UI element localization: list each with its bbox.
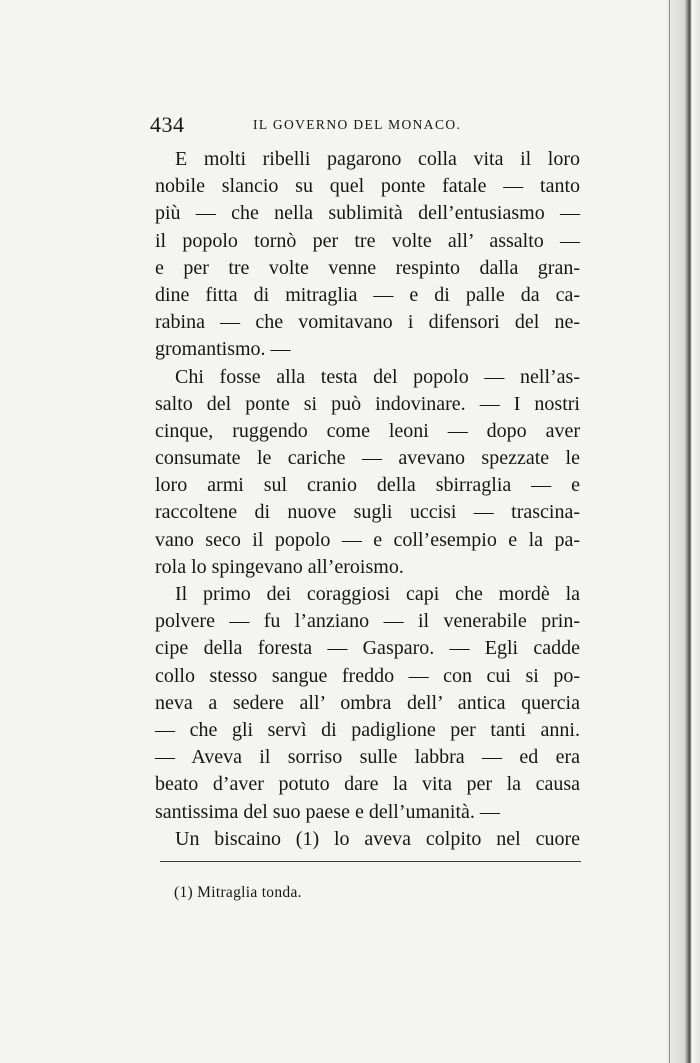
- text-line: Il primo dei coraggiosi capi che mordè la: [175, 583, 580, 605]
- text-line: consumate le cariche — avevano spezzate le: [155, 447, 580, 470]
- page-number: 434: [150, 112, 185, 137]
- text-line: collo stesso sangue freddo — con cui si po-: [155, 664, 580, 687]
- text-line: — Aveva il sorriso sulle labbra — ed era: [155, 746, 580, 769]
- text-line: — che gli servì di padiglione per tanti anni.: [155, 718, 580, 741]
- page-edge-line: [669, 0, 670, 1063]
- text-line: più — che nella sublimità dell’entusiasmo —: [155, 202, 580, 225]
- text-line: nobile slancio su quel ponte fatale — tanto: [155, 175, 580, 198]
- text-line: E molti ribelli pagarono colla vita il loro: [175, 148, 580, 170]
- text-line: rola lo spingevano all’eroismo.: [155, 555, 404, 578]
- page-edge-shadow: [666, 0, 700, 1063]
- text-line: cinque, ruggendo come leoni — dopo aver: [155, 419, 580, 442]
- text-line: gromantismo. —: [155, 338, 291, 361]
- text-line: vano seco il popolo — e coll’esempio e la pa-: [155, 528, 580, 551]
- text-line: salto del ponte si può indovinare. — I nostri: [155, 392, 580, 415]
- running-head: IL GOVERNO DEL MONACO.: [253, 117, 462, 132]
- footnote: (1) Mitraglia tonda.: [174, 884, 302, 901]
- text-line: Chi fosse alla testa del popolo — nell’as-: [175, 365, 580, 388]
- text-line: e per tre volte venne respinto dalla gran-: [155, 256, 580, 279]
- text-line: loro armi sul cranio della sbirraglia — e: [155, 474, 580, 497]
- text-line: neva a sedere all’ ombra dell’ antica quercia: [155, 691, 580, 714]
- text-line: dine fitta di mitraglia — e di palle da ca-: [155, 283, 580, 306]
- text-line: cipe della foresta — Gasparo. — Egli cadde: [155, 637, 580, 660]
- text-line: raccoltene di nuove sugli uccisi — trascina-: [155, 501, 580, 524]
- text-line: Un biscaino (1) lo aveva colpito nel cuore: [175, 827, 580, 850]
- page-header: [150, 112, 580, 142]
- text-line: beato d’aver potuto dare la vita per la causa: [155, 773, 580, 796]
- footnote-divider: [160, 861, 581, 862]
- body-text: [155, 146, 580, 853]
- text-line: santissima del suo paese e dell’umanità. —: [155, 800, 500, 823]
- text-line: rabina — che vomitavano i difensori del ne-: [155, 311, 580, 334]
- text-line: polvere — fu l’anziano — il venerabile prin-: [155, 610, 580, 633]
- text-line: il popolo tornò per tre volte all’ assalto —: [155, 229, 580, 252]
